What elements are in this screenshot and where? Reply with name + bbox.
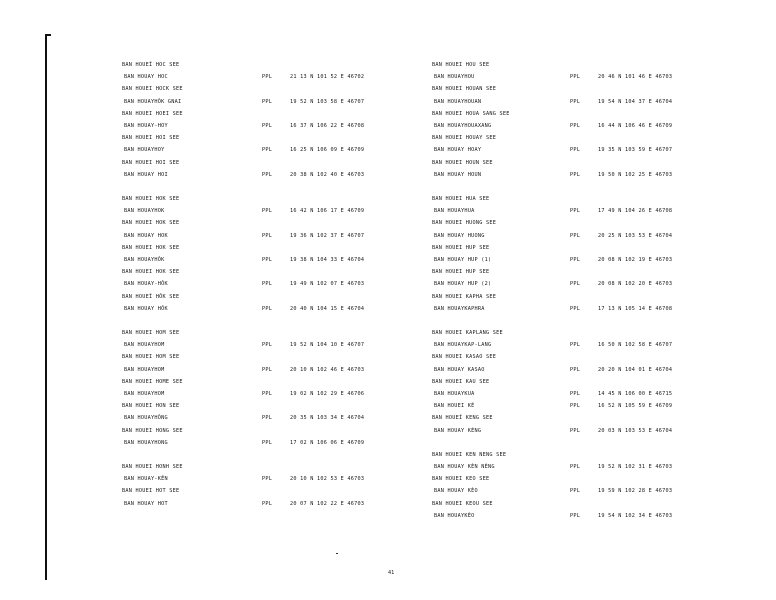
see-reference: BAN HOUEI KASAO SEE (432, 354, 497, 361)
entry-type: PPL (262, 476, 273, 483)
see-reference: BAN HOUEĬ HÔK SEE (122, 293, 180, 300)
entry-name: BAN HOUAY-HOY (124, 123, 168, 129)
entry-type: PPL (262, 281, 273, 288)
entry-coordinates: 19 52 N 104 10 E 46707 (290, 342, 365, 349)
see-reference: BAN HOUEI HUP SEE (432, 269, 490, 276)
entry-coordinates: 19 35 N 103 59 E 46707 (598, 147, 673, 154)
see-reference: BAN HOUEI KAPLANG SEE (432, 330, 503, 336)
entry-coordinates: 19 52 N 103 58 E 46707 (290, 98, 365, 105)
entry-type: PPL (570, 403, 581, 410)
see-reference: BAN HOUEI HUP SEE (432, 244, 490, 251)
entry-coordinates: 19 52 N 102 31 E 46703 (598, 464, 673, 470)
see-reference: BAN HOUEĬ HOC SEE (122, 62, 180, 68)
entry-coordinates: 20 10 N 102 53 E 46703 (290, 476, 365, 483)
entry-type: PPL (570, 98, 581, 105)
entry-coordinates: 21 13 N 101 52 E 46702 (290, 74, 365, 81)
entry-type: PPL (262, 171, 273, 178)
see-reference: BAN HOUEI HOUA SANG SEE (432, 110, 510, 117)
margin-bracket-tick (45, 34, 51, 36)
entry-name: BAN HOUAY HÔK (124, 305, 168, 312)
see-reference: BAN HOUEI HOUAY SEE (432, 135, 497, 142)
entry-coordinates: 16 42 N 106 17 E 46709 (290, 208, 365, 215)
entry-name: BAN HOUAY-KÊN (124, 476, 168, 483)
entry-name: BAN HOUAYKAPHRA (434, 305, 485, 312)
see-reference: BAN HOUEI KEOU SEE (432, 500, 493, 507)
see-reference: BAN HOUEI HUONG SEE (432, 220, 497, 227)
entry-coordinates: 20 08 N 102 20 E 46703 (598, 281, 673, 288)
entry-name: BAN HOUAYKUA (434, 391, 475, 397)
entry-coordinates: 19 59 N 102 28 E 46703 (598, 488, 673, 495)
entry-name: BAN HOUAYHOU (434, 74, 475, 81)
entry-coordinates: 19 36 N 102 37 E 46707 (290, 232, 365, 239)
entry-name: BAN HOUAY HUP (2) (434, 281, 492, 288)
entry-name: BAN HOUAYHOK (124, 208, 165, 215)
entry-coordinates: 19 38 N 104 33 E 46704 (290, 257, 365, 263)
entry-type: PPL (570, 257, 581, 263)
entry-type: PPL (570, 147, 581, 154)
entry-coordinates: 20 25 N 103 53 E 46704 (598, 232, 673, 239)
entry-coordinates: 19 50 N 102 25 E 46703 (598, 171, 673, 178)
entry-name: BAN HOUAYHÔK (124, 257, 165, 263)
entry-name: BAN HOUAYHÔK GNAI (124, 98, 182, 105)
see-reference: BAN HOUEI KAU SEE (432, 378, 490, 385)
see-reference: BAN HOUEI HOT SEE (122, 488, 180, 495)
entry-coordinates: 20 38 N 102 40 E 46703 (290, 171, 365, 178)
entry-type: PPL (570, 232, 581, 239)
entry-coordinates: 20 03 N 103 53 E 46704 (598, 427, 673, 434)
entry-type: PPL (262, 391, 273, 397)
entry-coordinates: 16 25 N 106 09 E 46709 (290, 147, 365, 154)
entry-coordinates: 14 45 N 106 00 E 46715 (598, 391, 673, 397)
entry-type: PPL (262, 500, 273, 507)
entry-type: PPL (570, 366, 581, 373)
see-reference: BAN HOUEI HOI SEE (122, 135, 180, 142)
entry-type: PPL (262, 147, 273, 154)
entry-name: BAN HOUAYKAP-LANG (434, 342, 492, 349)
entry-name: BAN HOUAY HOK (124, 232, 168, 239)
entry-coordinates: 20 20 N 104 01 E 46704 (598, 366, 673, 373)
see-reference: BAN HOUEI HOM SEE (122, 330, 180, 336)
entry-name: BAN HOUAY HOUN (434, 171, 482, 178)
entry-name: BAN HOUAY HOI (124, 171, 168, 178)
see-reference: BAN HOUEI HOUAN SEE (432, 86, 497, 93)
entry-name: BAN HOUAY HOC (124, 74, 168, 81)
see-reference: BAN HOUEI KEN NENG SEE (432, 451, 507, 458)
stray-mark (336, 553, 338, 554)
entry-coordinates: 16 50 N 102 58 E 46707 (598, 342, 673, 349)
entry-name: BAN HOUAYHOUAN (434, 98, 482, 105)
entry-type: PPL (570, 488, 581, 495)
entry-coordinates: 16 52 N 105 59 E 46709 (598, 403, 673, 410)
entry-name: BAN HOUAY KÈO (434, 488, 478, 495)
entry-type: PPL (570, 74, 581, 81)
entry-coordinates: 19 02 N 102 29 E 46706 (290, 391, 365, 397)
see-reference: BAN HOUEI HOK SEE (122, 269, 180, 276)
see-reference: BAN HOUEI KEO SEE (432, 476, 490, 483)
entry-coordinates: 19 54 N 102 34 E 46703 (598, 512, 673, 519)
entry-name: BAN HOUAYHOY (124, 147, 165, 154)
entry-name: BAN HOUAY-HÔK (124, 281, 168, 288)
entry-type: PPL (570, 391, 581, 397)
entry-type: PPL (570, 123, 581, 129)
entry-coordinates: 20 40 N 104 15 E 46704 (290, 305, 365, 312)
see-reference: BAN HOUEI HON SEE (122, 403, 180, 410)
entry-coordinates: 20 35 N 103 34 E 46704 (290, 415, 365, 422)
see-reference: BAN HOUEI HOK SEE (122, 220, 180, 227)
entry-type: PPL (262, 439, 273, 446)
entry-name: BAN HOUAY HOT (124, 500, 168, 507)
entry-name: BAN HOUAYHOM (124, 366, 165, 373)
entry-type: PPL (262, 208, 273, 215)
entry-coordinates: 16 37 N 106 22 E 46708 (290, 123, 365, 129)
entry-type: PPL (570, 512, 581, 519)
page-number: 41 (388, 570, 395, 576)
see-reference: BAN HOUEI HOK SEE (122, 244, 180, 251)
entry-name: BAN HOUAY HOAY (434, 147, 482, 154)
entry-type: PPL (262, 74, 273, 81)
entry-type: PPL (570, 208, 581, 215)
entry-name: BAN HOUAYHOM (124, 342, 165, 349)
see-reference: BAN HOUEI HOM SEE (122, 354, 180, 361)
entry-name: BAN HOUAY KASAO (434, 366, 485, 373)
see-reference: BAN HOUEI HOK SEE (122, 196, 180, 202)
see-reference: BAN HOUEĬ KENG SEE (432, 415, 493, 422)
entry-name: BAN HOUAYHOM (124, 391, 165, 397)
entry-type: PPL (262, 366, 273, 373)
entry-coordinates: 19 54 N 104 37 E 46704 (598, 98, 673, 105)
entry-type: PPL (262, 415, 273, 422)
entry-type: PPL (570, 305, 581, 312)
entry-coordinates: 20 46 N 101 46 E 46703 (598, 74, 673, 81)
entry-name: BAN HOUAYHUA (434, 208, 475, 215)
entry-coordinates: 17 02 N 106 06 E 46709 (290, 439, 365, 446)
entry-type: PPL (262, 98, 273, 105)
entry-name: BAN HOUAY KÈN NÈNG (434, 464, 495, 470)
entry-type: PPL (570, 464, 581, 470)
entry-type: PPL (262, 342, 273, 349)
entry-name: BAN HOUAY HUP (1) (434, 257, 492, 263)
see-reference: BAN HOUEI HOME SEE (122, 378, 183, 385)
see-reference: BAN HOUEI HONG SEE (122, 427, 183, 434)
entry-name: BAN HOUAYHÔNG (124, 415, 168, 422)
see-reference: BAN HOUEI HOU SEE (432, 62, 490, 68)
see-reference: BAN HOUEI HOUN SEE (432, 159, 493, 166)
see-reference: BAN HOUEI HOCK SEE (122, 86, 183, 93)
see-reference: BAN HOUEI HOEI SEE (122, 110, 183, 117)
see-reference: BAN HOUEI HOI SEE (122, 159, 180, 166)
entry-coordinates: 16 44 N 106 46 E 46709 (598, 123, 673, 129)
entry-type: PPL (262, 123, 273, 129)
margin-bracket-line (45, 34, 47, 580)
entry-coordinates: 19 49 N 102 07 E 46703 (290, 281, 365, 288)
entry-name: BAN HOUAY KÉNG (434, 427, 482, 434)
entry-name: BAN HOUAY HUONG (434, 232, 485, 239)
entry-name: BAN HOUEI KÉ (434, 403, 475, 410)
see-reference: BAN HOUEI HONH SEE (122, 464, 183, 470)
entry-name: BAN HOUAYKÈO (434, 512, 475, 519)
entry-type: PPL (570, 171, 581, 178)
entry-type: PPL (262, 305, 273, 312)
see-reference: BAN HOUEI KAPHA SEE (432, 293, 497, 300)
entry-coordinates: 20 07 N 102 22 E 46703 (290, 500, 365, 507)
entry-type: PPL (262, 257, 273, 263)
entry-type: PPL (570, 281, 581, 288)
entry-type: PPL (262, 232, 273, 239)
entry-type: PPL (570, 427, 581, 434)
entry-coordinates: 17 49 N 104 26 E 46708 (598, 208, 673, 215)
entry-coordinates: 20 10 N 102 46 E 46703 (290, 366, 365, 373)
entry-name: BAN HOUAYHOUAXANG (434, 123, 492, 129)
entry-name: BAN HOUAYHONG (124, 439, 168, 446)
entry-coordinates: 20 08 N 102 19 E 46703 (598, 257, 673, 263)
see-reference: BAN HOUEI HUA SEE (432, 196, 490, 202)
entry-coordinates: 17 13 N 105 14 E 46708 (598, 305, 673, 312)
entry-type: PPL (570, 342, 581, 349)
